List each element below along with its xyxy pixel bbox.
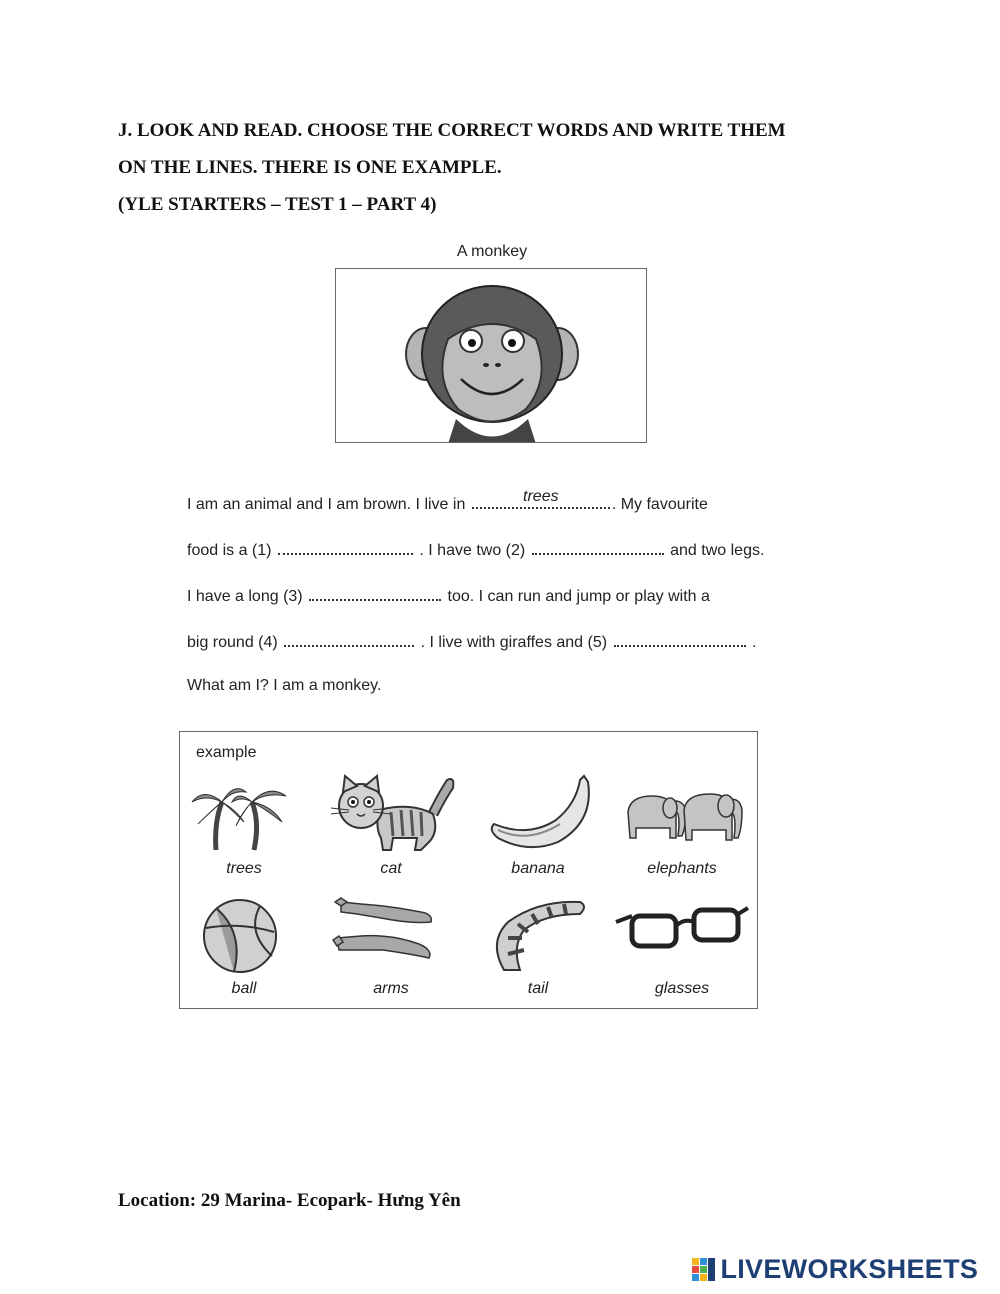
passage-text: . I have two (2)	[419, 542, 526, 559]
answer-blank-1[interactable]	[278, 539, 413, 555]
word-label: cat	[380, 860, 402, 877]
answer-blank-2[interactable]	[532, 539, 664, 555]
instruction-line-3: (YLE STARTERS – TEST 1 – PART 4)	[118, 194, 437, 215]
word-label: elephants	[647, 860, 717, 877]
arms-icon	[321, 892, 461, 977]
answer-blank-3[interactable]	[309, 585, 441, 601]
word-box	[179, 731, 758, 1009]
location-footer: Location: 29 Marina- Ecopark- Hưng Yên	[118, 1190, 461, 1211]
liveworksheets-brand[interactable]	[692, 1254, 978, 1284]
monkey-picture-frame	[335, 268, 647, 443]
passage-text: . My favourite	[611, 496, 708, 513]
word-label: trees	[226, 860, 262, 877]
passage-text: too. I can run and jump or play with a	[447, 588, 710, 605]
word-card-ball	[174, 892, 314, 1002]
instruction-line-1: J. LOOK AND READ. CHOOSE THE CORRECT WORDS AND WRITE THEM	[118, 120, 786, 141]
word-card-arms	[321, 892, 461, 1002]
liveworksheets-logo-icon	[692, 1258, 716, 1282]
word-label: ball	[231, 980, 257, 997]
answer-blank-5[interactable]	[614, 631, 746, 647]
passage-line-3	[187, 585, 710, 606]
brand-name: LIVEWORKSHEETS	[720, 1254, 979, 1284]
trees-icon	[174, 772, 314, 857]
passage-line-4	[187, 631, 756, 652]
word-card-trees	[174, 772, 314, 882]
picture-caption: A monkey	[456, 243, 528, 260]
tail-icon	[468, 892, 608, 977]
example-answer: trees	[523, 488, 559, 505]
passage-text: .	[751, 634, 757, 651]
passage-text: I am an animal and I am brown. I live in	[187, 496, 466, 513]
passage-text: big round (4)	[187, 634, 278, 651]
word-card-glasses	[612, 892, 752, 1002]
example-blank	[472, 488, 610, 509]
cat-icon	[321, 772, 461, 857]
glasses-icon	[612, 892, 752, 977]
word-card-cat	[321, 772, 461, 882]
ball-icon	[174, 892, 314, 977]
passage-text: . I live with giraffes and (5)	[420, 634, 608, 651]
word-card-banana	[468, 772, 608, 882]
passage-text: food is a (1)	[187, 542, 272, 559]
elephants-icon	[612, 772, 752, 857]
word-label: arms	[373, 980, 409, 997]
word-label: glasses	[654, 980, 710, 997]
passage-line-2	[187, 539, 764, 560]
monkey-face-illustration	[336, 269, 647, 443]
banana-icon	[468, 772, 608, 857]
passage-line-1	[187, 488, 708, 514]
example-label: example	[196, 744, 257, 761]
word-card-tail	[468, 892, 608, 1002]
word-label: tail	[527, 980, 549, 997]
passage-line-5: What am I? I am a monkey.	[187, 677, 382, 694]
passage-text: I have a long (3)	[187, 588, 303, 605]
answer-blank-4[interactable]	[284, 631, 414, 647]
instruction-line-2: ON THE LINES. THERE IS ONE EXAMPLE.	[118, 157, 502, 178]
word-card-elephants	[612, 772, 752, 882]
passage-text: and two legs.	[670, 542, 765, 559]
word-label: banana	[511, 860, 565, 877]
